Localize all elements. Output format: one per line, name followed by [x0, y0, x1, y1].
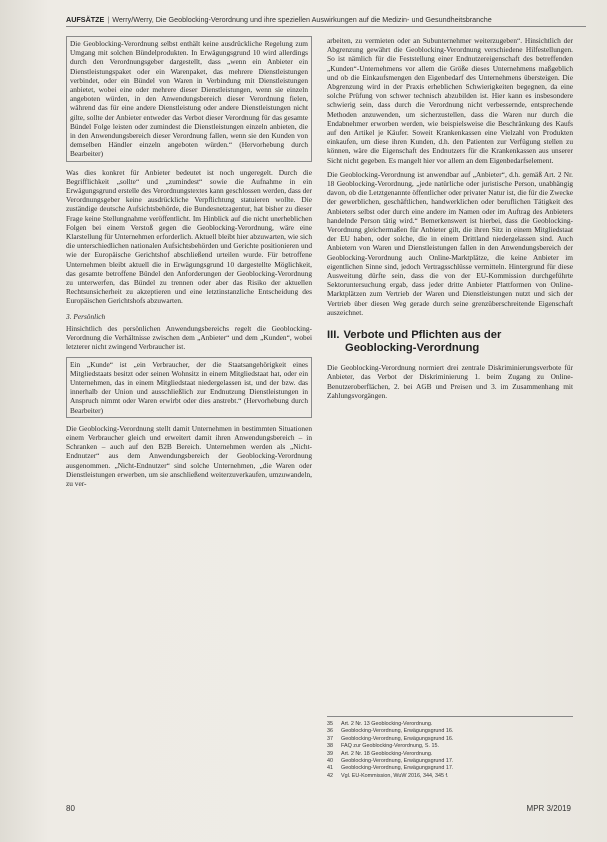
section-heading-number: III. [327, 329, 340, 342]
footnote-text: Geoblocking-Verordnung, Erwägungsgrund 17. [341, 758, 454, 765]
page-number: 80 [66, 804, 75, 813]
footnote-number: 35 [327, 721, 333, 727]
footnote [327, 736, 573, 743]
header-title: Werry/Werry, Die Geoblocking-Verordnung und ihre speziellen Auswirkungen auf die Medizin- und Gesundheitsbranche [112, 15, 492, 24]
footnote-number: 38 [327, 743, 333, 750]
journal-issue: MPR 3/2019 [526, 804, 571, 813]
footnote-text: Vgl. EU-Kommission, WuW 2016, 344, 345 f. [341, 772, 449, 779]
right-column [327, 36, 573, 405]
section-heading-prohibitions [327, 329, 573, 355]
footnote [327, 728, 573, 735]
footnote-number: 42 [327, 772, 333, 779]
footnote-number: 40 [327, 758, 333, 765]
footnote-text: Geoblocking-Verordnung, Erwägungsgrund 17. [341, 765, 454, 772]
footnote [327, 743, 573, 750]
footnote-number: 39 [327, 750, 333, 757]
section-heading-line-1: Verbote und Pflichten aus der [343, 329, 502, 342]
paragraph-customer-definition: Ein „Kunde“ ist „ein Verbraucher, der die Staatsangehörigkeit eines Mitgliedstaats besitzt oder seinen Wohnsitz in einem Mitgliedstaat hat, oder ein Unternehmen, das in einem Mitgliedstaat niedergelassen ist, und der bzw. das innerhalb der Union und ausschließlich zur Endnutzung Dienstleistungen in Anspruch nimmt oder Waren erwirbt oder dies anstrebt.“ (Hervorhebung durch Bearbeiter) [66, 357, 312, 418]
paragraph-legal-uncertainty: Was dies konkret für Anbieter bedeutet ist noch ungeregelt. Durch die Begrifflichkeit „sollte“ und „zumindest“ sowie die Aufnahme in ein Erwägungsgrund erstelle des Verordnungstextes kann geschlossen werden, dass der Verordnungsgeber keine ausdrückliche Verpflichtung statuieren wollte. Die zuständige deutsche Aufsichtsbehörde, die Bundesnetzagentur, hat bisher zu dieser Frage keine Stellungnahme veröffentlicht. Im Hinblick auf die nicht unerheblichen Folgen bei einem Verstoß gegen die Geoblocking-Verordnung, wäre eine Klarstellung für Unternehmen erforderlich. Aktuell bleibt hier abzuwarten, wie sich die unterschiedlichen nationalen Aufsichtsbehörden und Gerichte positionieren und wie der Europäische Gerichtshof abschließend urteilen wurde. Für betroffene Unternehmen bleibt aktuell die in Erwägungsgrund 10 dargestellte Möglichkeit, das gesamte betroffene Bündel den Anforderungen der Geoblocking-Verordnung zu unterwerfen, das Bündel zu trennen oder aber das Risiko der aktuellen Rechtsunsicherheit zu akzeptieren und eine letztinstanzliche Entscheidung des Europäischen Gerichtshofs abzuwarten. [66, 167, 312, 306]
subsection-heading-personal: 3. Persönlich [66, 311, 106, 321]
footnotes [327, 716, 573, 780]
paragraph-bundle-products: Die Geoblocking-Verordnung selbst enthält keine ausdrückliche Regelung zum Umgang mit solchen Bündelprodukten. In Erwägungsgrund 10 wird allerdings durch den Verordnungsgeber dargestellt, dass „wenn ein Anbieter ein Dienstleistungspaket oder ein Warenpaket, das mehrere Dienstleistungen verbindet, oder ein Bündel von Waren in Verbindung mit Dienstleistungen anbietet, wobei eine oder mehrere dieser Dienstleistungen, wenn sie einzeln angeboten würden, in den Anwendungsbereich dieser Verordnung fielen, während das für eine andere Dienstleistung oder andere Dienstleistungen nicht gilte, sollte der Anbieter entweder das Verbot dieser Verordnung für das gesamte Bündel Folge leisten oder zumindest die Dienstleistungen einzeln anbieten, die in den Anwendungsbereich dieser Verordnung fallen, wenn sie den Kunden von demselben Händler einzeln angeboten würden.“ (Hervorhebung durch Bearbeiter) [66, 36, 312, 162]
paragraph-end-user-distinction: arbeiten, zu vermieten oder an Subunternehmer weiterzugeben“. Hinsichtlich der Abgrenzung gewährt die Geoblocking-Verordnung verschiedene Hilfestellungen. So ist nämlich für die Feststellung einer Endnutzereigenschaft des betreffenden „Kunden“-Unternehmens vor allem die Größe dieses Unternehmens maßgeblich und ob die Einkaufsmengen den Eigenbedarf des Unternehmens übersteigen. Die Abgrenzung wird in der Praxis erheblichen Schwierigkeiten begegnen, da eine solche Prüfung von schwer technisch abzubilden ist. Hier kann es insbesondere schwierig sein, dass durch die Verordnung nicht verbessernde, entsprechende Methoden anzuwenden, um sicherzustellen, dass die Waren nur durch die Endabnehmer erworben werden, wie beispielsweise die Beschränkung des Kaufs auf den Artikel je Käufer. Soweit Krankenkassen eine Vielzahl von Produkten einkaufen, um diese ihren Kunden, d.h. den Patienten zur Verfügung stellen zu können, wäre die Eigenschaft des Endnutzers für die Krankenkassen aus unserer Sicht nicht gegeben. Es mangelt hier vor allem an dem Eigenbedarfselement. [327, 36, 573, 165]
footnote-text: Geoblocking-Verordnung, Erwägungsgrund 16. [341, 728, 454, 735]
footnote-number: 37 [327, 735, 333, 742]
paragraph-discrimination-bans: Die Geoblocking-Verordnung normiert drei zentrale Diskriminierungsverbote für Anbieter, das Verbot der Diskriminierung 1. beim Zugang zu Online-Benutzeroberflächen, 2. bei AGB und Preisen und 3. im Zusammenhang mit Zahlungsvorgängen. [327, 363, 573, 400]
header-separator: | [107, 15, 110, 24]
footnote [327, 765, 573, 772]
footnote-text: FAQ zur Geoblocking-Verordnung, S. 15. [341, 743, 439, 750]
footnote [327, 751, 573, 758]
footnote [327, 758, 573, 765]
footnote-number: 36 [327, 728, 333, 735]
footnote-text: Art. 2 Nr. 18 Geoblocking-Verordnung. [341, 750, 433, 757]
paragraph-personal-scope: Hinsichtlich des persönlichen Anwendungsbereichs regelt die Geoblocking-Verordnung die Verhältnisse zwischen dem „Anbieter“ und dem „Kunden“, wobei letzterer nicht zwingend Verbraucher ist. [66, 323, 312, 352]
paragraph-b2b-scope: Die Geoblocking-Verordnung stellt damit Unternehmen in bestimmten Situationen einem Verbraucher gleich und erweitert damit ihren Anwendungsbereich – in Schranken – auch auf den B2B Bereich. Unternehmen werden als „Nicht-Endnutzer“ aus dem Anwendungsbereich der Geoblocking-Verordnung ausgenommen. „Nicht-Endnutzer“ sind solche Unternehmen, „die Waren oder Dienstleistungen erwerben, um sie anschließend weiterzuverkaufen, umzuwandeln, zu ver- [66, 423, 312, 488]
left-column [66, 36, 312, 493]
header-rule [66, 26, 586, 27]
footnote [327, 773, 573, 780]
section-heading-line-2: Geoblocking-Verordnung [345, 342, 480, 355]
header-section: AUFSÄTZE [66, 15, 105, 24]
footnote-number: 41 [327, 765, 333, 772]
footnote-text: Geoblocking-Verordnung, Erwägungsgrund 16. [341, 735, 454, 742]
paragraph-provider-definition: Die Geoblocking-Verordnung ist anwendbar auf „Anbieter“, d.h. gemäß Art. 2 Nr. 18 Geoblocking-Verordnung, „jede natürliche oder juristische Person, unabhängig davon, ob die Letztgenannte öffentlicher oder privater Natur ist, die für die Zwecke der gewerblichen, geschäftlichen, handwerklichen oder beruflichen Tätigkeit des Anbieters selbst oder durch eine andere im Namen oder im Auftrag des Anbieters handelnde Person tätig wird.“ Bemerkenswert ist hierbei, dass die Geoblocking-Verordnung gleichermaßen für Anbieter gilt, die ihren Sitz in einem Mitgliedstaat der EU haben, oder solche, die in einem Drittland niedergelassen sind. Auch Anbietern von Waren und Dienstleistungen fallen in den Anwendungsbereich der Geoblocking-Verordnung auch Online-Marktplätze, die keine Anbieter im eigentlichen Sinne sind, jedoch Vertragsschlüsse vermitteln. Hintergrund für diese Ausweitung dürfte sein, dass die von der EU-Kommission durchgeführte Sektoruntersuchung ergab, dass jeder dritte Anbieter Plattformen von Online-Marktplätzen zum Vertrieb der Waren und Dienstleistungen nutzt und sich der Vertrieb über diesen Weg gerade durch seine grenzüberschreitende Eigenschaft auszeichnet. [327, 169, 573, 317]
running-header [66, 15, 586, 24]
footnote-text: Art. 2 Nr. 13 Geoblocking-Verordnung. [341, 721, 433, 727]
footnote [327, 721, 573, 728]
